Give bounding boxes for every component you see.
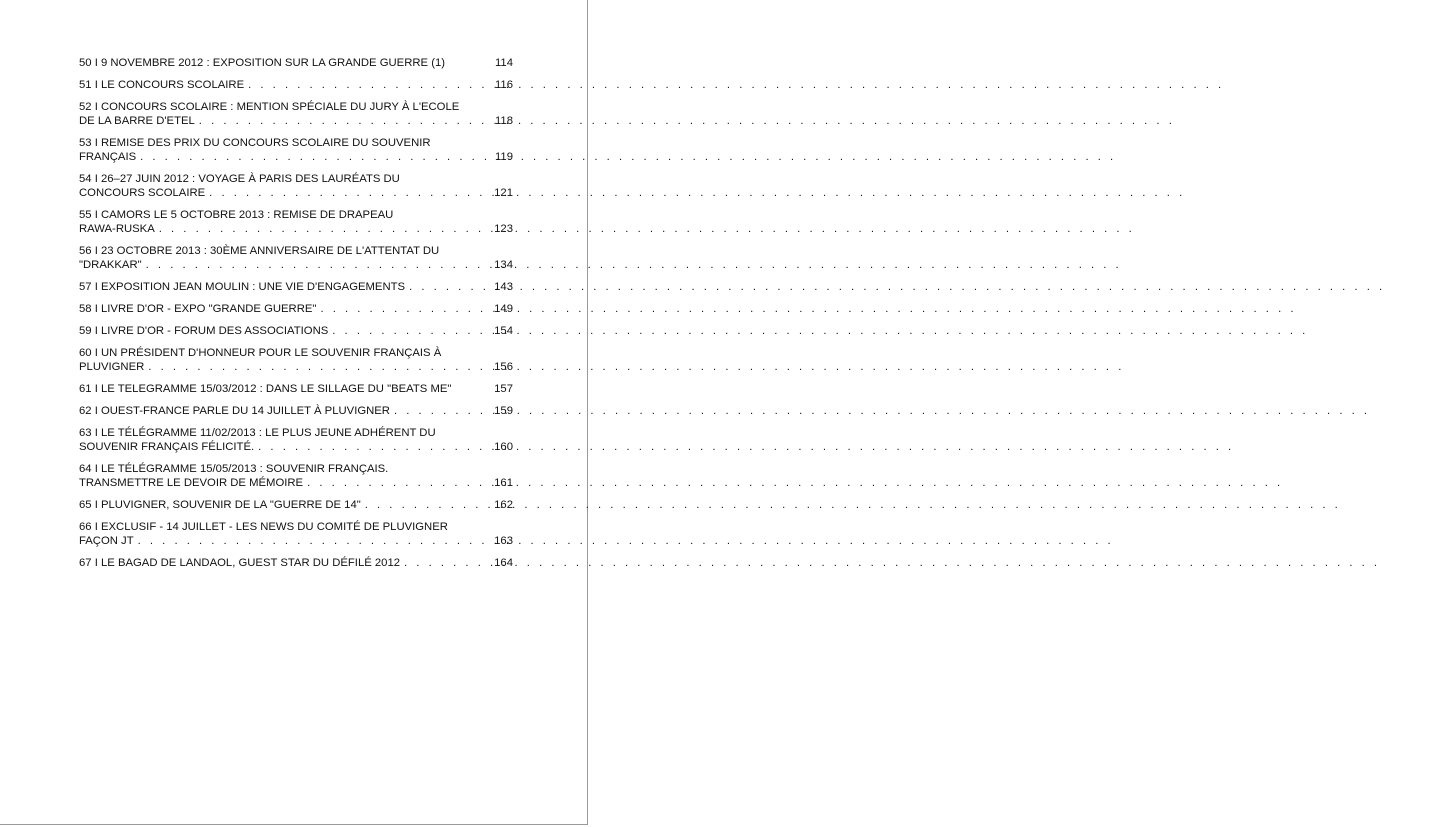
toc-entry[interactable] bbox=[79, 302, 513, 316]
toc-entry-last-line bbox=[79, 114, 513, 128]
dot-leader bbox=[148, 360, 490, 374]
toc-entry-last-line bbox=[79, 476, 513, 490]
dot-leader bbox=[159, 222, 490, 236]
toc-page-number: 161 bbox=[494, 477, 513, 489]
dot-leader bbox=[138, 534, 491, 548]
dot-leader bbox=[140, 150, 491, 164]
toc-entry-title-line: 58 I LIVRE D'OR - EXPO "GRANDE GUERRE" bbox=[79, 303, 317, 315]
toc-entry[interactable] bbox=[79, 136, 513, 164]
toc-entry-title-line: 61 I LE TELEGRAMME 15/03/2012 : DANS LE SILLAGE DU "BEATS ME" bbox=[79, 383, 452, 395]
toc-entry-title-line: 54 I 26–27 JUIN 2012 : VOYAGE À PARIS DES LAURÉATS DU bbox=[79, 173, 400, 185]
toc-entry-last-line bbox=[79, 382, 513, 396]
dot-leader bbox=[307, 476, 490, 490]
toc-page-number: 157 bbox=[494, 383, 513, 395]
dot-leader bbox=[332, 324, 490, 338]
toc-entry-last-line bbox=[79, 56, 513, 70]
toc-entry-last-line bbox=[79, 186, 513, 200]
dot-leader bbox=[320, 302, 490, 316]
toc-page-number: 119 bbox=[494, 151, 513, 163]
toc-entry-title-line: FAÇON JT bbox=[79, 535, 134, 547]
toc-entry-title-line: 57 I EXPOSITION JEAN MOULIN : UNE VIE D'ENGAGEMENTS bbox=[79, 281, 406, 293]
toc-entry-last-line bbox=[79, 498, 513, 512]
toc-entry-title-line: 62 I OUEST-FRANCE PARLE DU 14 JUILLET À PLUVIGNER bbox=[79, 405, 390, 417]
toc-entry-last-line bbox=[79, 324, 513, 338]
toc-entry[interactable] bbox=[79, 56, 513, 70]
dot-leader bbox=[258, 440, 490, 454]
toc-page-number: 114 bbox=[494, 57, 513, 69]
toc-entry[interactable] bbox=[79, 404, 513, 418]
toc-entry-title-line: 51 I LE CONCOURS SCOLAIRE bbox=[79, 79, 245, 91]
table-of-contents bbox=[79, 56, 513, 578]
toc-entry-last-line bbox=[79, 404, 513, 418]
dot-leader bbox=[199, 114, 491, 128]
toc-entry[interactable] bbox=[79, 100, 513, 128]
toc-entry-title-line: 53 I REMISE DES PRIX DU CONCOURS SCOLAIRE DU SOUVENIR bbox=[79, 137, 431, 149]
toc-page-number: 123 bbox=[494, 223, 513, 235]
toc-entry-last-line bbox=[79, 150, 513, 164]
toc-page-number: 159 bbox=[494, 405, 513, 417]
toc-entry-title-line: "DRAKKAR" bbox=[79, 259, 142, 271]
toc-entry-title-line: 55 I CAMORS LE 5 OCTOBRE 2013 : REMISE DE DRAPEAU bbox=[79, 209, 394, 221]
toc-entry[interactable] bbox=[79, 208, 513, 236]
toc-entry[interactable] bbox=[79, 498, 513, 512]
dot-leader bbox=[394, 404, 490, 418]
toc-page-number: 134 bbox=[494, 259, 513, 271]
toc-entry-title-line: 65 I PLUVIGNER, SOUVENIR DE LA "GUERRE DE 14" bbox=[79, 499, 361, 511]
toc-entry-title-line: CONCOURS SCOLAIRE bbox=[79, 187, 206, 199]
toc-page-number: 160 bbox=[494, 441, 513, 453]
toc-page-number: 121 bbox=[494, 187, 513, 199]
toc-entry[interactable] bbox=[79, 280, 513, 294]
toc-entry-title-line: PLUVIGNER bbox=[79, 361, 145, 373]
dot-leader bbox=[365, 498, 490, 512]
toc-page-number: 143 bbox=[494, 281, 513, 293]
toc-page-number: 156 bbox=[494, 361, 513, 373]
dot-leader bbox=[248, 78, 491, 92]
toc-entry[interactable] bbox=[79, 520, 513, 548]
toc-entry-last-line bbox=[79, 534, 513, 548]
toc-entry-title-line: 67 I LE BAGAD DE LANDAOL, GUEST STAR DU DÉFILÉ 2012 bbox=[79, 557, 401, 569]
toc-entry-title-line: FRANÇAIS bbox=[79, 151, 137, 163]
toc-entry[interactable] bbox=[79, 244, 513, 272]
dot-leader bbox=[404, 556, 490, 570]
toc-entry-title-line: TRANSMETTRE LE DEVOIR DE MÉMOIRE bbox=[79, 477, 304, 489]
toc-entry-last-line bbox=[79, 360, 513, 374]
toc-entry[interactable] bbox=[79, 462, 513, 490]
toc-page-number: 162 bbox=[494, 499, 513, 511]
toc-entry-title-line: 60 I UN PRÉSIDENT D'HONNEUR POUR LE SOUVENIR FRANÇAIS À bbox=[79, 347, 442, 359]
toc-page-number: 149 bbox=[494, 303, 513, 315]
toc-entry[interactable] bbox=[79, 346, 513, 374]
toc-entry-last-line bbox=[79, 280, 513, 294]
toc-entry-last-line bbox=[79, 440, 513, 454]
dot-leader bbox=[409, 280, 490, 294]
toc-entry[interactable] bbox=[79, 324, 513, 338]
toc-entry-title-line: 63 I LE TÉLÉGRAMME 11/02/2013 : LE PLUS JEUNE ADHÉRENT DU bbox=[79, 427, 436, 439]
toc-page-number: 116 bbox=[494, 79, 513, 91]
toc-page-number: 154 bbox=[494, 325, 513, 337]
toc-entry[interactable] bbox=[79, 172, 513, 200]
toc-entry-title-line: SOUVENIR FRANÇAIS FÉLICITÉ. bbox=[79, 441, 255, 453]
toc-entry-last-line bbox=[79, 222, 513, 236]
dot-leader bbox=[146, 258, 491, 272]
toc-entry-last-line bbox=[79, 556, 513, 570]
toc-entry-last-line bbox=[79, 258, 513, 272]
toc-entry-title-line: 52 I CONCOURS SCOLAIRE : MENTION SPÉCIALE DU JURY À L'ECOLE bbox=[79, 101, 460, 113]
toc-entry-title-line: 66 I EXCLUSIF - 14 JUILLET - LES NEWS DU COMITÉ DE PLUVIGNER bbox=[79, 521, 448, 533]
toc-entry-title-line: 64 I LE TÉLÉGRAMME 15/05/2013 : SOUVENIR FRANÇAIS. bbox=[79, 463, 389, 475]
toc-page-number: 164 bbox=[494, 557, 513, 569]
toc-entry[interactable] bbox=[79, 382, 513, 396]
toc-entry[interactable] bbox=[79, 426, 513, 454]
toc-entry[interactable] bbox=[79, 78, 513, 92]
toc-page-number: 118 bbox=[494, 115, 513, 127]
toc-entry-title-line: 50 I 9 NOVEMBRE 2012 : EXPOSITION SUR LA GRANDE GUERRE (1) bbox=[79, 57, 446, 69]
toc-page-number: 163 bbox=[494, 535, 513, 547]
toc-entry-title-line: 59 I LIVRE D'OR - FORUM DES ASSOCIATIONS bbox=[79, 325, 329, 337]
dot-leader bbox=[209, 186, 490, 200]
toc-entry-last-line bbox=[79, 302, 513, 316]
toc-entry-title-line: 56 I 23 OCTOBRE 2013 : 30ÈME ANNIVERSAIRE DE L'ATTENTAT DU bbox=[79, 245, 440, 257]
toc-entry-title-line: DE LA BARRE D'ETEL bbox=[79, 115, 195, 127]
toc-entry[interactable] bbox=[79, 556, 513, 570]
toc-entry-title-line: RAWA-RUSKA bbox=[79, 223, 155, 235]
toc-entry-last-line bbox=[79, 78, 513, 92]
